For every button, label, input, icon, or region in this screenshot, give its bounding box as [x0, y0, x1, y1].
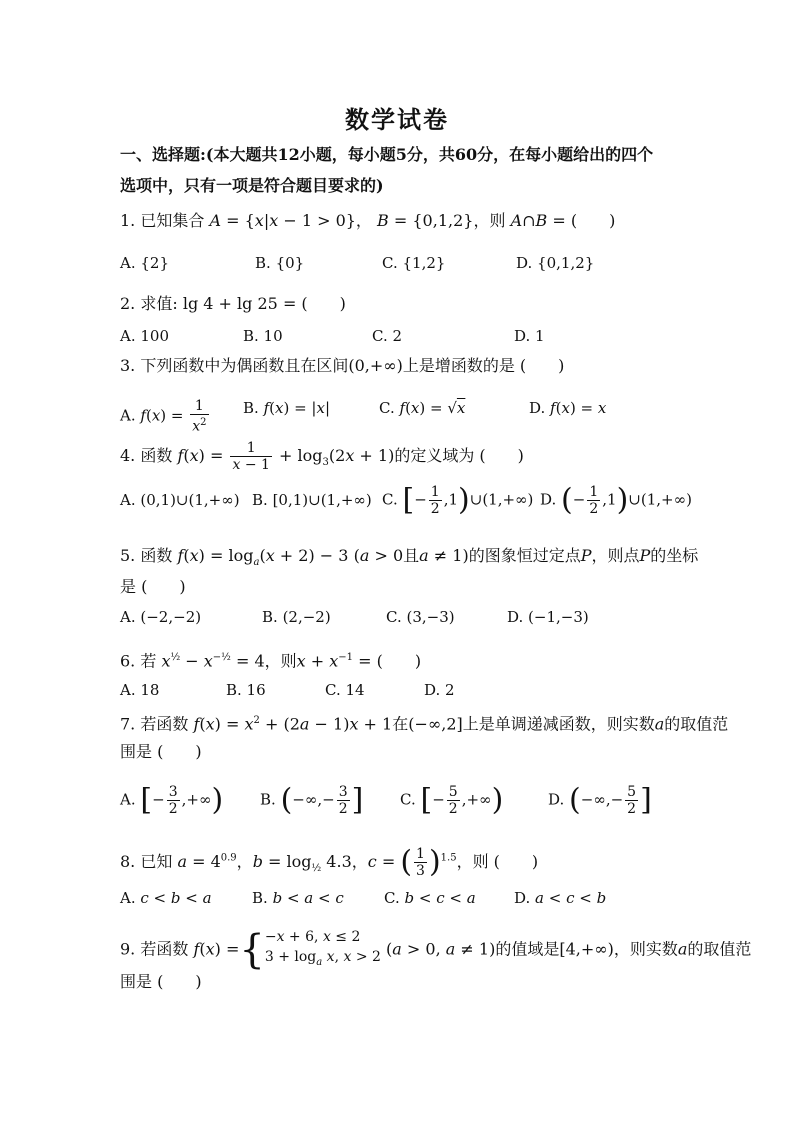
section-heading-cont: 选项中，只有一项是符合题目要求的) [120, 176, 384, 195]
q3-option-c[interactable]: C. f(x) = √x [379, 399, 466, 417]
question-8-stem: 8. 已知 $a = 4^{0.9}$，$b = \log_{\frac{1}{2}} 4.3$，c = ( $\frac{1}{3}$ )$^{1.5}$，则 ( ) [120, 844, 539, 880]
question-2-stem: 2. 求值: lg 4 + lg 25 = ( ) [120, 294, 346, 313]
q1-stem-a: 1. 已知集合 [120, 211, 205, 230]
q6-option-d[interactable]: D. 2 [424, 681, 455, 699]
q7-option-c[interactable]: C. [− $\frac{5}{2}$ ,+∞) [400, 782, 504, 818]
q2-option-a[interactable]: A. 100 [120, 327, 169, 345]
q7-option-d[interactable]: D. (−∞,− $\frac{5}{2}$ ] [548, 782, 652, 818]
q5-option-c[interactable]: C. (3,−3) [386, 608, 455, 626]
q8-option-b[interactable]: B. b < a < c [252, 889, 344, 907]
section-heading: 一、选择题:(本大题共12小题，每小题5分，共60分，在每小题给出的四个 [120, 145, 654, 164]
question-7-stem: 7. 若函数 $f(x) = x^2 + (2a - 1)x + 1$在(−∞,2]上是单调递减函数，则实数a的取值范 [120, 714, 729, 734]
q6-option-b[interactable]: B. 16 [226, 681, 266, 699]
q5-option-d[interactable]: D. (−1,−3) [507, 608, 589, 626]
q1-option-c[interactable]: C. {1,2} [382, 254, 446, 272]
q1-option-a[interactable]: A. {2} [120, 254, 170, 272]
exam-title: 数学试卷 [345, 105, 449, 134]
q2-option-b[interactable]: B. 10 [243, 327, 283, 345]
q1-option-b[interactable]: B. {0} [255, 254, 305, 272]
q2-option-c[interactable]: C. 2 [372, 327, 403, 345]
q1-stem-c: = ( ) [552, 211, 616, 230]
question-4-stem: 4. 函数 f(x) = $\frac{1}{x - 1}$ + $\log_3(2x + 1)$的定义域为 ( ) [120, 440, 524, 473]
q3-option-b[interactable]: B. f(x) = |x| [243, 399, 331, 417]
q5-option-b[interactable]: B. (2,−2) [262, 608, 331, 626]
q2-option-d[interactable]: D. 1 [514, 327, 545, 345]
q1-stem-b: ，则 [473, 211, 506, 230]
question-3-stem: 3. 下列函数中为偶函数且在区间(0,+∞)上是增函数的是 ( ) [120, 356, 565, 375]
q4-option-b[interactable]: B. [0,1)∪(1,+∞) [252, 491, 372, 509]
q4-option-c[interactable]: C. [− $\frac{1}{2}$ ,1)∪(1,+∞) [382, 482, 534, 518]
q4-option-a[interactable]: A. (0,1)∪(1,+∞) [120, 491, 240, 509]
q8-option-d[interactable]: D. a < c < b [514, 889, 607, 907]
question-9-stem-cont: 围是 ( ) [120, 972, 202, 991]
q1-option-d[interactable]: D. {0,1,2} [516, 254, 595, 272]
question-7-stem-cont: 围是 ( ) [120, 742, 202, 761]
q7-option-b[interactable]: B. (−∞,− $\frac{3}{2}$ ] [260, 782, 364, 818]
q1-set-a: A [209, 211, 222, 230]
q6-option-a[interactable]: A. 18 [120, 681, 160, 699]
question-5-stem: 5. 函数 $f(x) = \log_a(x + 2) - 3$ (a > 0且a ≠ 1)的图象恒过定点P，则点P的坐标 [120, 546, 699, 569]
q5-option-a[interactable]: A. (−2,−2) [120, 608, 202, 626]
q4-option-d[interactable]: D. (− $\frac{1}{2}$ ,1)∪(1,+∞) [540, 482, 692, 518]
q3-option-a[interactable]: A. f(x) = $\frac{1}{x^2}$ [120, 398, 207, 435]
q8-option-c[interactable]: C. b < c < a [384, 889, 476, 907]
q7-option-a[interactable]: A. [− $\frac{3}{2}$ ,+∞) [120, 782, 224, 818]
question-5-stem-cont: 是 ( ) [120, 577, 186, 596]
q3-option-d[interactable]: D. f(x) = x [529, 399, 607, 417]
question-9-stem: 9. 若函数 f(x) ={−x + 6, x ≤ 2 $3 + \log_a x$, x > 2 (a > 0, a ≠ 1)的值域是[4,+∞)，则实数a的取值范 [120, 926, 752, 973]
q8-option-a[interactable]: A. c < b < a [120, 889, 212, 907]
question-1-stem: 1. 已知集合 A = {x|x − 1 > 0}， B = {0,1,2}，则 A∩B = ( ) [120, 211, 616, 230]
q6-option-c[interactable]: C. 14 [325, 681, 365, 699]
question-6-stem: 6. 若 $x^{\frac{1}{2}} - x^{-\frac{1}{2}} = 4$，则$x + x^{-1}$ = ( ) [120, 651, 422, 671]
